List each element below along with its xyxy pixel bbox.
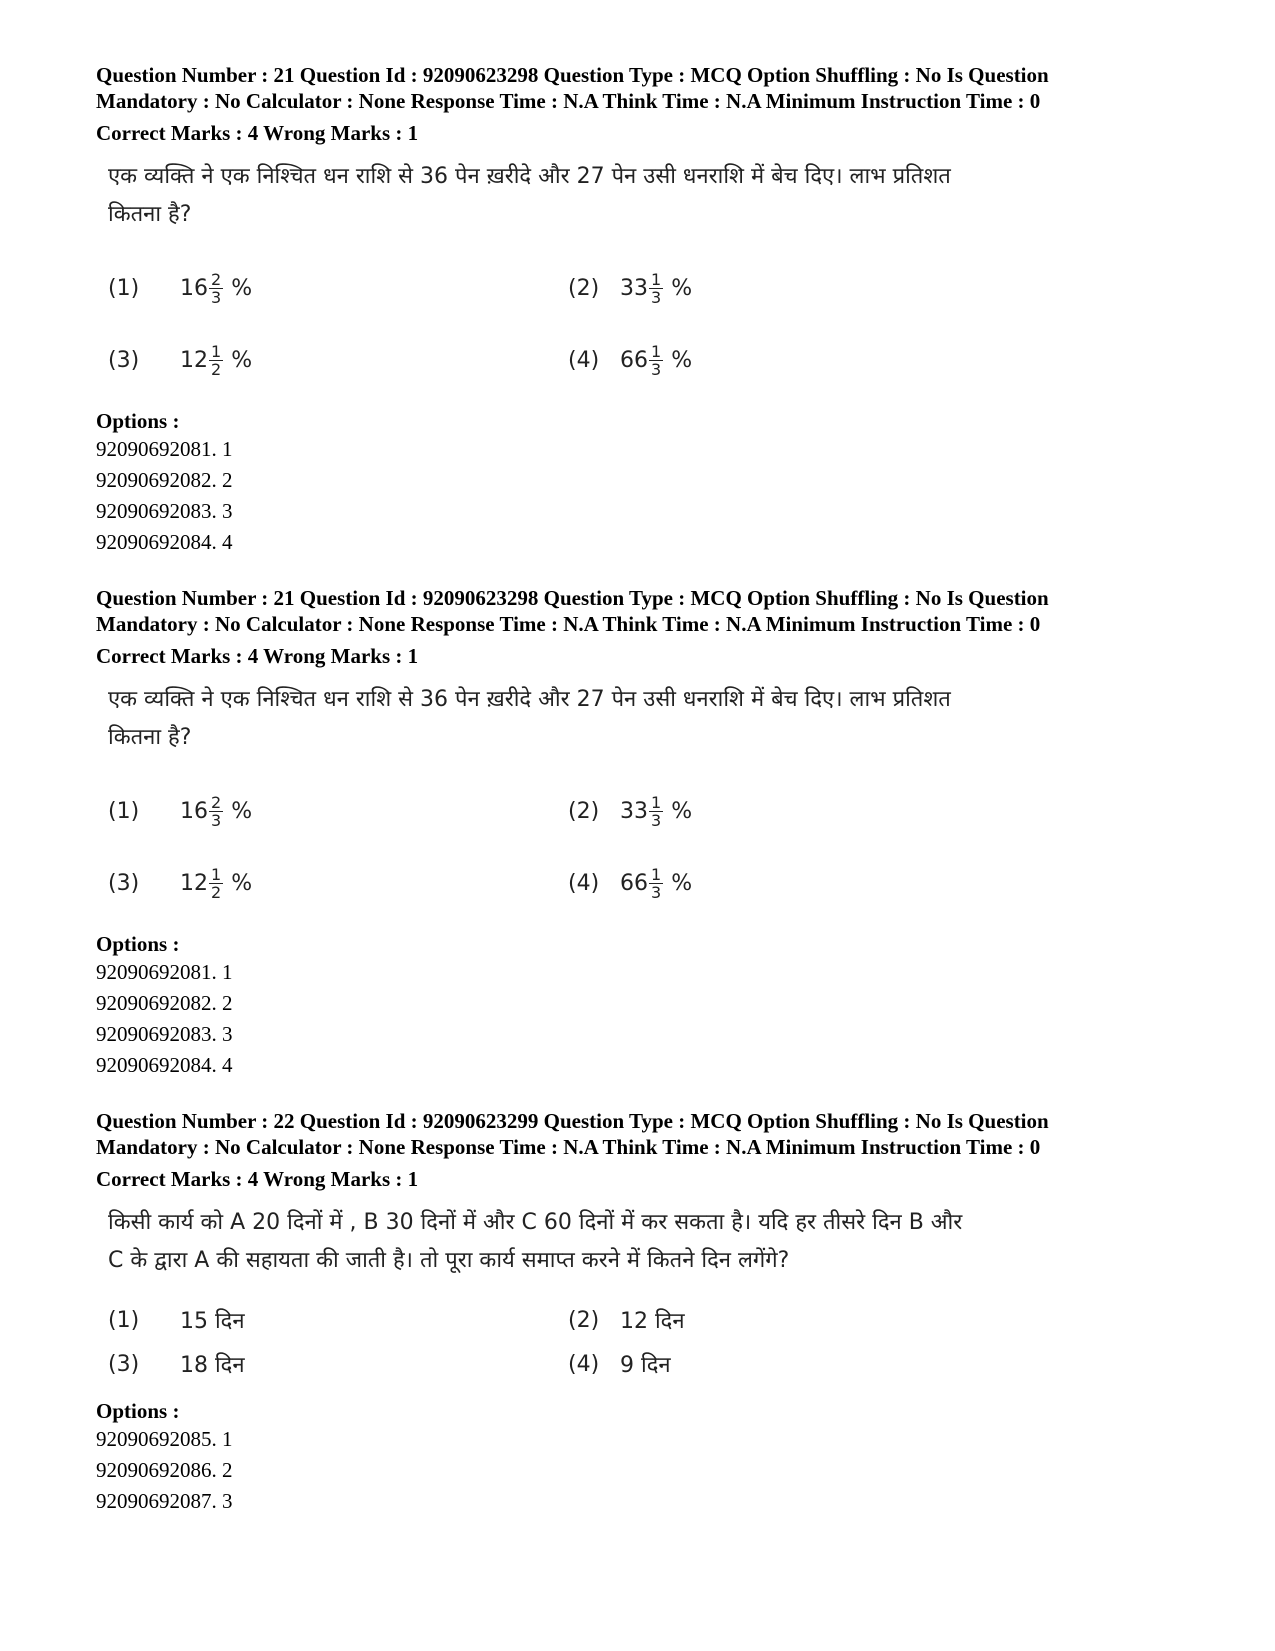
fraction-whole: 12 [180,870,208,896]
fraction-whole: 16 [180,798,208,824]
question-header-line2: Mandatory : No Calculator : None Response Time : N.A Think Time : N.A Minimum Instruction Time : 0 [96,89,1041,113]
question-block [96,585,1206,1081]
percent-sign: % [671,347,693,373]
choice-text: 9 दिन [620,1353,671,1378]
choice-2 [568,1305,1028,1335]
fraction-denominator: 3 [211,287,222,307]
percent-sign: % [231,347,253,373]
option-line: 92090692086. 2 [96,1458,233,1482]
question-text-line2: कितना है? [108,725,192,750]
fraction-denominator: 2 [211,882,222,902]
mixed-fraction [620,271,692,306]
fraction-numerator: 1 [651,341,662,361]
choice-number: (2) [568,798,600,824]
question-text [108,681,1068,757]
percent-sign: % [671,870,693,896]
option-line: 92090692081. 1 [96,960,233,984]
fraction-numerator: 1 [651,792,662,812]
question-text-line1: एक व्यक्ति ने एक निश्चित धन राशि से 36 पेन ख़रीदे और 27 पेन उसी धनराशि में बेच दिए। लाभ प्रतिशत [108,687,951,712]
fraction-denominator: 3 [651,882,662,902]
question-header-line1: Question Number : 21 Question Id : 92090623298 Question Type : MCQ Option Shuffling : No Is Question [96,63,1049,87]
percent-sign: % [231,870,253,896]
fraction-numerator: 2 [211,269,222,289]
fraction-numerator: 2 [211,792,222,812]
choice-2 [568,794,1028,829]
fraction-whole: 66 [620,347,648,373]
options-label: Options : [96,409,180,433]
choice-number: (4) [568,870,600,896]
question-text-line2: C के द्वारा A की सहायता की जाती है। तो पूरा कार्य समाप्त करने में कितने दिन लगेंगे? [108,1248,790,1273]
fraction-whole: 33 [620,275,648,301]
mixed-fraction [620,866,692,901]
mixed-fraction [180,866,252,901]
option-line: 92090692084. 4 [96,1053,233,1077]
option-line: 92090692083. 3 [96,499,233,523]
option-line: 92090692082. 2 [96,991,233,1015]
fraction-whole: 66 [620,870,648,896]
option-line: 92090692081. 1 [96,437,233,461]
percent-sign: % [671,275,693,301]
choice-number: (1) [108,1307,140,1333]
question-header-line2: Mandatory : No Calculator : None Response Time : N.A Think Time : N.A Minimum Instruction Time : 0 [96,612,1041,636]
choice-4 [568,866,1028,901]
choice-number: (3) [108,1351,140,1377]
fraction-whole: 16 [180,275,208,301]
question-text-line1: किसी कार्य को A 20 दिनों में , B 30 दिनों में और C 60 दिनों में कर सकता है। यदि हर तीसरे दिन B और [108,1210,963,1235]
choice-number: (1) [108,275,140,301]
choice-text: 12 दिन [620,1309,685,1334]
question-text-line1: एक व्यक्ति ने एक निश्चित धन राशि से 36 पेन ख़रीदे और 27 पेन उसी धनराशि में बेच दिए। लाभ प्रतिशत [108,164,951,189]
fraction-denominator: 3 [651,287,662,307]
question-header-line1: Question Number : 22 Question Id : 92090623299 Question Type : MCQ Option Shuffling : No Is Question [96,1109,1049,1133]
choice-2 [568,271,1028,306]
answer-choices [108,775,1206,919]
mixed-fraction [180,271,252,306]
option-line: 92090692083. 3 [96,1022,233,1046]
choice-3 [108,866,568,901]
choice-text: 15 दिन [180,1309,245,1334]
mixed-fraction [620,794,692,829]
mixed-fraction [180,343,252,378]
fraction-denominator: 3 [651,359,662,379]
question-block [96,1108,1206,1517]
mixed-fraction [620,343,692,378]
choice-4 [568,343,1028,378]
fraction-denominator: 2 [211,359,222,379]
choice-1 [108,794,568,829]
question-marks: Correct Marks : 4 Wrong Marks : 1 [96,1167,419,1191]
choice-text: 18 दिन [180,1353,245,1378]
option-line: 92090692084. 4 [96,530,233,554]
choice-3 [108,343,568,378]
choice-3 [108,1349,568,1379]
choice-4 [568,1349,1028,1379]
answer-choices [108,1298,1206,1386]
option-line: 92090692082. 2 [96,468,233,492]
question-marks: Correct Marks : 4 Wrong Marks : 1 [96,644,419,668]
percent-sign: % [671,798,693,824]
question-text [108,1204,1068,1280]
fraction-numerator: 1 [651,269,662,289]
fraction-whole: 12 [180,347,208,373]
question-marks: Correct Marks : 4 Wrong Marks : 1 [96,121,419,145]
choice-number: (1) [108,798,140,824]
options-label: Options : [96,1399,180,1423]
mixed-fraction [180,794,252,829]
fraction-numerator: 1 [211,864,222,884]
choice-number: (2) [568,275,600,301]
question-block [96,62,1206,558]
fraction-whole: 33 [620,798,648,824]
choice-number: (2) [568,1307,600,1333]
percent-sign: % [231,798,253,824]
question-header-line1: Question Number : 21 Question Id : 92090623298 Question Type : MCQ Option Shuffling : No Is Question [96,586,1049,610]
question-header-line2: Mandatory : No Calculator : None Response Time : N.A Think Time : N.A Minimum Instruction Time : 0 [96,1135,1041,1159]
question-text-line2: कितना है? [108,202,192,227]
option-line: 92090692087. 3 [96,1489,233,1513]
choice-number: (4) [568,1351,600,1377]
choice-number: (3) [108,870,140,896]
choice-1 [108,1305,568,1335]
choice-1 [108,271,568,306]
fraction-numerator: 1 [211,341,222,361]
answer-choices [108,252,1206,396]
question-text [108,158,1068,234]
option-line: 92090692085. 1 [96,1427,233,1451]
options-label: Options : [96,932,180,956]
fraction-denominator: 3 [651,810,662,830]
choice-number: (4) [568,347,600,373]
percent-sign: % [231,275,253,301]
fraction-numerator: 1 [651,864,662,884]
fraction-denominator: 3 [211,810,222,830]
choice-number: (3) [108,347,140,373]
